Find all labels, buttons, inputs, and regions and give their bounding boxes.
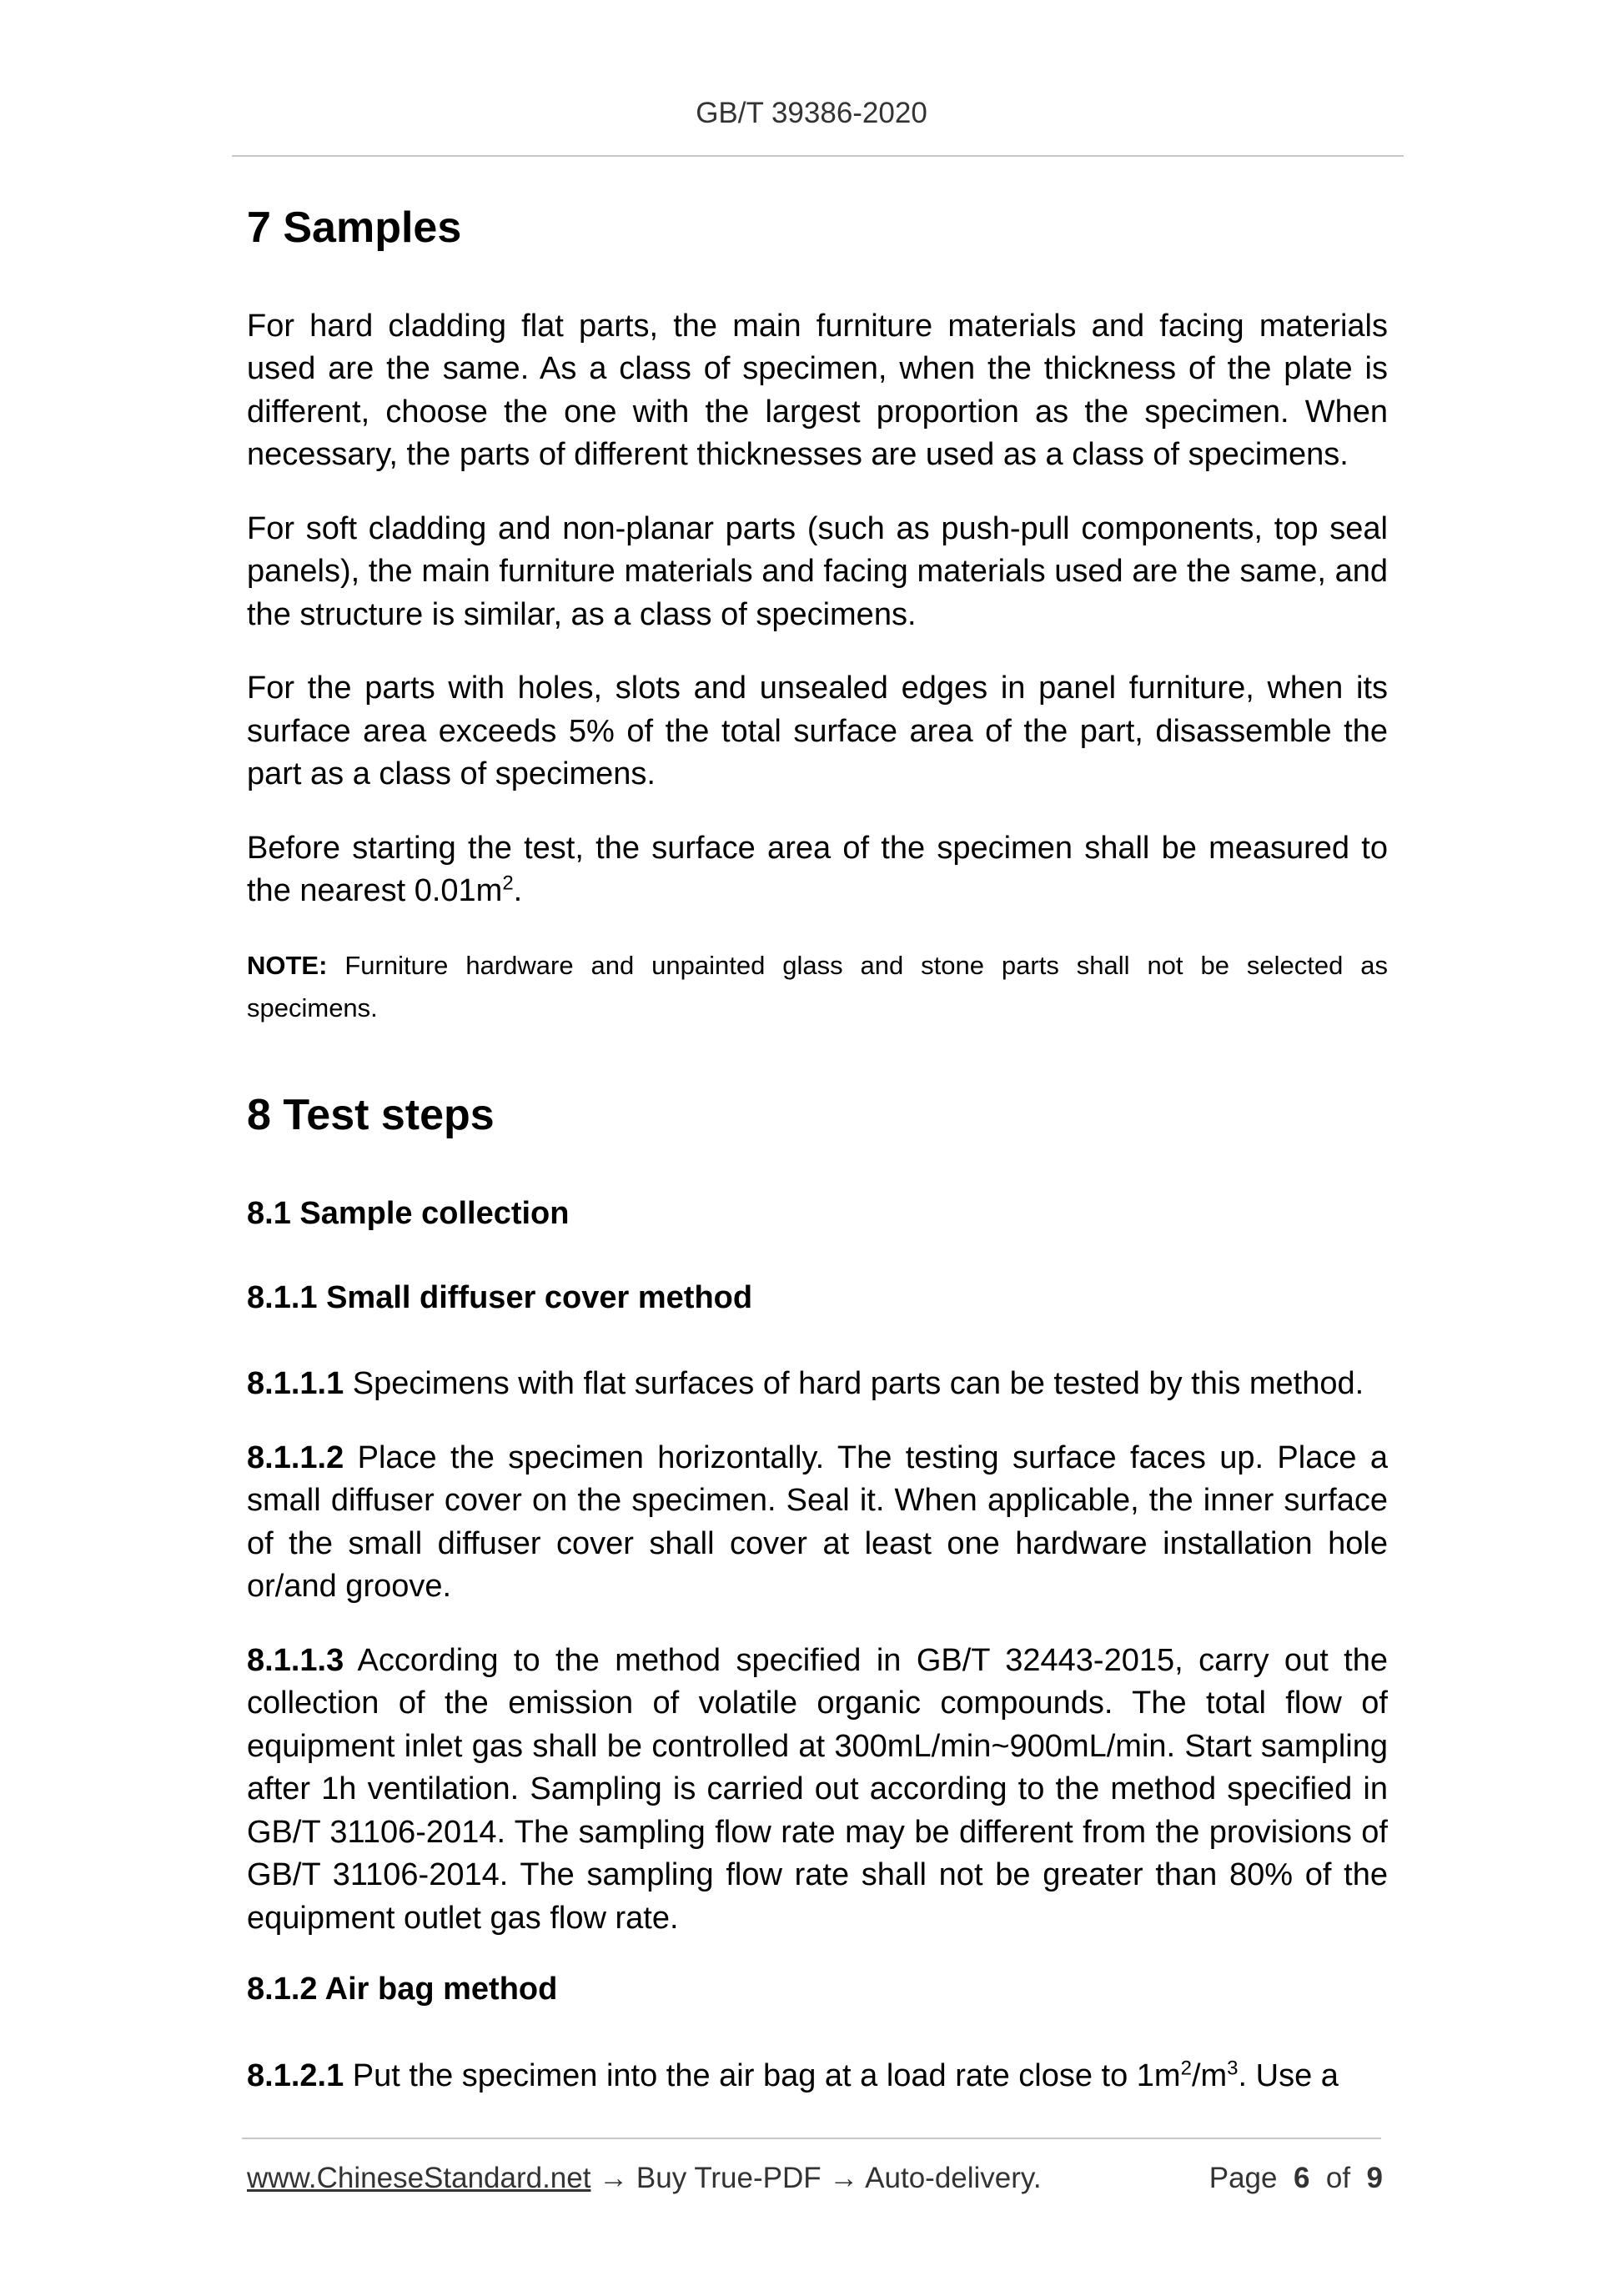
clause-text-a: Put the specimen into the air bag at a load rate close to 1m [344, 2057, 1181, 2093]
page-footer [247, 2162, 1383, 2203]
clause-text: According to the method specified in GB/T 32443-2015, carry out the collection of the emission of volatile organic compounds. The total flow of equipment inlet gas shall be controlled at 300mL/min~900mL/min. Start sampling after 1h ventilation. Sampling is carried out according to the method specified in GB/T 31106-2014. The sampling flow rate may be different from the provisions of GB/T 31106-2014. The sampling flow rate shall not be greater than 80% of the equipment outlet gas flow rate. [247, 1642, 1388, 1936]
subsection-8-1-2-heading: 8.1.2 Air bag method [247, 1972, 558, 2007]
page-number [1209, 2162, 1383, 2195]
p4-end: . [513, 873, 523, 909]
p4-superscript: 2 [502, 872, 514, 895]
page-body [247, 200, 1388, 2128]
page-of: of [1325, 2162, 1351, 2194]
clause-number: 8.1.1.2 [247, 1439, 344, 1475]
clause-number: 8.1.1.3 [247, 1642, 344, 1678]
section-7-paragraph-2: For soft cladding and non-planar parts (such as push-pull components, top seal panels), the main furniture materials and facing materials used are the same, and the structure is similar, as a class of specimens. [247, 510, 1388, 632]
clause-8-1-1-1 [247, 1363, 1388, 1406]
clause-text: Place the specimen horizontally. The testing surface faces up. Place a small diffuser cover on the specimen. Seal it. When applicable, the inner surface of the small diffuser cover shall cover at least one hardware installation hole or/and groove. [247, 1439, 1388, 1605]
clause-8-1-2-1 [247, 2055, 1388, 2098]
section-7-heading: 7 Samples [247, 203, 462, 252]
clause-text: Specimens with flat surfaces of hard parts can be tested by this method. [344, 1366, 1364, 1402]
page-total: 9 [1366, 2162, 1383, 2194]
subsection-8-1-1-heading: 8.1.1 Small diffuser cover method [247, 1279, 753, 1315]
note-text: Furniture hardware and unpainted glass and stone parts shall not be selected as specimens. [247, 950, 1388, 1022]
superscript-2: 2 [1180, 2057, 1192, 2080]
subsection-8-1-heading: 8.1 Sample collection [247, 1196, 570, 1232]
promo-text: → Buy True-PDF → Auto-delivery. [590, 2162, 1042, 2194]
section-8-heading: 8 Test steps [247, 1090, 495, 1139]
page-label: Page [1208, 2162, 1278, 2194]
clause-number: 8.1.1.1 [247, 1366, 344, 1402]
footer-divider [242, 2138, 1381, 2139]
header-divider [232, 155, 1404, 157]
section-7-paragraph-4 [247, 827, 1388, 913]
page-header: GB/T 39386-2020 [696, 97, 927, 129]
section-7-note [247, 944, 1388, 1029]
section-7-paragraph-3: For the parts with holes, slots and unsealed edges in panel furniture, when its surface area exceeds 5% of the total surface area of the part, disassemble the part as a class of specimens. [247, 671, 1388, 792]
clause-8-1-1-3 [247, 1640, 1388, 1941]
note-label: NOTE: [247, 950, 328, 980]
p4-text: Before starting the test, the surface area of the specimen shall be measured to the nearest 0.01m [247, 830, 1388, 909]
clause-text-c: . Use a [1238, 2057, 1339, 2093]
footer-promo [247, 2162, 1042, 2195]
clause-text-b: /m [1191, 2057, 1228, 2093]
superscript-3: 3 [1227, 2057, 1239, 2080]
section-7-paragraph-1: For hard cladding flat parts, the main furniture materials and facing materials used are the same. As a class of specimen, when the thickness of the plate is different, choose the one with the largest proportion as the specimen. When necessary, the parts of different thicknesses are used as a class of specimens. [247, 308, 1388, 473]
clause-number: 8.1.2.1 [247, 2057, 344, 2093]
clause-8-1-1-2 [247, 1437, 1388, 1609]
page-current: 6 [1293, 2162, 1310, 2194]
website-link[interactable]: www.ChineseStandard.net [247, 2162, 591, 2194]
